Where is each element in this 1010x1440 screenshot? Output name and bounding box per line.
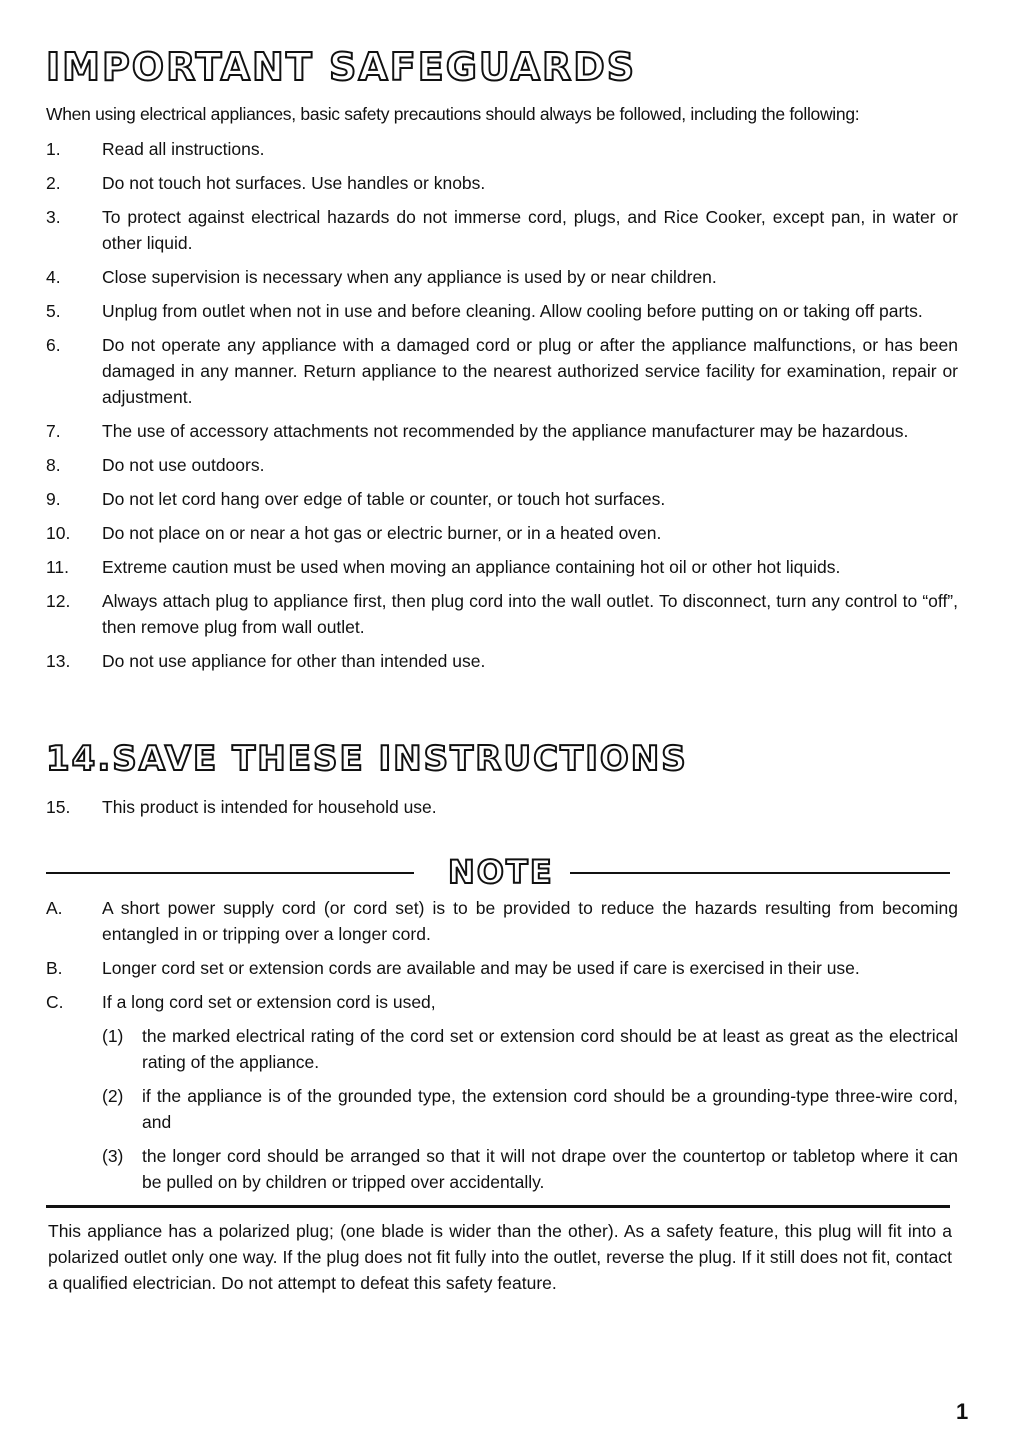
list-item — [46, 989, 958, 1015]
list-item — [46, 298, 958, 324]
sub-item-number: (1) — [102, 1026, 124, 1046]
item-number: 10. — [46, 523, 71, 543]
item-text: If a long cord set or extension cord is used, — [102, 992, 436, 1012]
item-number: 1. — [46, 139, 61, 159]
list-item — [46, 554, 958, 580]
note-title: NOTE — [448, 853, 554, 891]
item-text: Always attach plug to appliance first, then plug cord into the wall outlet. To disconnect, turn any control to “off”, then remove plug from wall outlet. — [102, 591, 958, 637]
safeguards-list — [46, 136, 958, 682]
list-item — [46, 418, 958, 444]
item-number: 8. — [46, 455, 61, 475]
page-title: IMPORTANT SAFEGUARDS — [46, 45, 637, 89]
household-use-list — [46, 794, 958, 828]
item-number: 13. — [46, 651, 71, 671]
list-item — [46, 170, 958, 196]
list-item — [46, 895, 958, 947]
note-divider-right — [570, 872, 950, 874]
item-text: Read all instructions. — [102, 139, 265, 159]
item-number: 6. — [46, 335, 61, 355]
sub-item-text: the marked electrical rating of the cord set or extension cord should be at least as great as the electrical rating of the appliance. — [142, 1026, 958, 1072]
list-item — [46, 264, 958, 290]
list-item — [46, 136, 958, 162]
item-text: To protect against electrical hazards do not immerse cord, plugs, and Rice Cooker, except pan, in water or other liquid. — [102, 207, 958, 253]
item-text: Do not use outdoors. — [102, 455, 265, 475]
item-letter: B. — [46, 958, 63, 978]
item-text: A short power supply cord (or cord set) is to be provided to reduce the hazards resulting from becoming entangled in or tripping over a longer cord. — [102, 898, 958, 944]
section-divider — [46, 1205, 950, 1208]
item-text: Unplug from outlet when not in use and before cleaning. Allow cooling before putting on or taking off parts. — [102, 301, 923, 321]
sub-item-text: the longer cord should be arranged so that it will not drape over the countertop or tabletop where it can be pulled on by children or tripped over accidentally. — [142, 1146, 958, 1192]
item-letter: A. — [46, 898, 63, 918]
note-divider-left — [46, 872, 414, 874]
item-number: 12. — [46, 591, 71, 611]
note-list — [46, 895, 958, 1203]
item-number: 7. — [46, 421, 61, 441]
list-item — [46, 452, 958, 478]
list-item — [46, 955, 958, 981]
list-item — [46, 486, 958, 512]
intro-text: When using electrical appliances, basic safety precautions should always be followed, including the following: — [46, 104, 860, 124]
item-text: Do not place on or near a hot gas or electric burner, or in a heated oven. — [102, 523, 662, 543]
sub-item-number: (3) — [102, 1146, 124, 1166]
sub-item-text: if the appliance is of the grounded type, the extension cord should be a grounding-type three-wire cord, and — [142, 1086, 958, 1132]
item-text: Do not let cord hang over edge of table or counter, or touch hot surfaces. — [102, 489, 666, 509]
sub-list-item — [102, 1143, 958, 1195]
item-number: 3. — [46, 207, 61, 227]
item-number: 9. — [46, 489, 61, 509]
item-text: Do not use appliance for other than intended use. — [102, 651, 486, 671]
list-item — [46, 588, 958, 640]
item-text: Do not touch hot surfaces. Use handles or knobs. — [102, 173, 486, 193]
list-item — [46, 520, 958, 546]
page-number: 1 — [956, 1399, 969, 1424]
item-text: Close supervision is necessary when any appliance is used by or near children. — [102, 267, 717, 287]
list-item — [46, 794, 958, 820]
item-text: Longer cord set or extension cords are available and may be used if care is exercised in their use. — [102, 958, 860, 978]
sub-list-item — [102, 1083, 958, 1135]
list-item — [46, 332, 958, 410]
sub-item-number: (2) — [102, 1086, 124, 1106]
save-instructions-heading: 14.SAVE THESE INSTRUCTIONS — [46, 739, 688, 779]
item-number: 11. — [46, 557, 70, 577]
item-text: Do not operate any appliance with a damaged cord or plug or after the appliance malfunctions, or has been damaged in any manner. Return appliance to the nearest authorized service facility for examination, repair or adjustment. — [102, 335, 958, 407]
item-text: This product is intended for household use. — [102, 797, 437, 817]
item-number: 4. — [46, 267, 61, 287]
list-item — [46, 648, 958, 674]
list-item — [46, 204, 958, 256]
item-number: 15. — [46, 797, 71, 817]
item-number: 5. — [46, 301, 61, 321]
sub-list-item — [102, 1023, 958, 1075]
item-text: Extreme caution must be used when moving an appliance containing hot oil or other hot liquids. — [102, 557, 841, 577]
note-header — [46, 850, 950, 894]
polarized-plug-notice: This appliance has a polarized plug; (one blade is wider than the other). As a safety feature, this plug will fit into a polarized outlet only one way. If the plug does not fit fully into the outlet, reverse the plug. If it still does not fit, contact a qualified electrician. Do not attempt to defeat this safety feature. — [48, 1221, 952, 1293]
item-number: 2. — [46, 173, 61, 193]
item-text: The use of accessory attachments not recommended by the appliance manufacturer may be hazardous. — [102, 421, 909, 441]
item-letter: C. — [46, 992, 64, 1012]
